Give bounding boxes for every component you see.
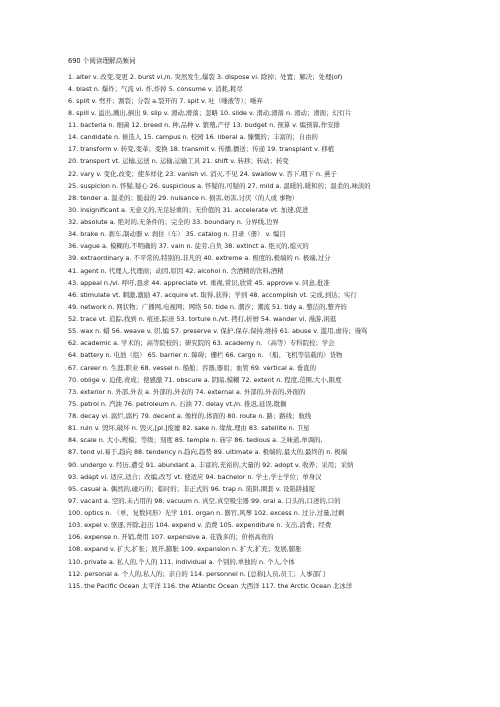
vocab-line: 93. adapt vi. 适应,适合；改编,改写 vt. 使适应 94. bachelor n. 学士,学士学位；单身汉 xyxy=(68,472,322,481)
vocab-line: 28. tender a. 温柔的；脆弱的 29. nuisance n. 损害,妨害,讨厌（的人或 事物） xyxy=(68,193,299,202)
vocab-line: 108. expand v. 扩大,扩张；展开,膨胀 109. expansion n. 扩大,扩充；发展,膨胀 xyxy=(68,545,302,554)
vocab-line: 36. vague a. 模糊的,不明确的 37. vain n. 徒劳,自负 38. extinct a. 绝灭的,熄灭的 xyxy=(68,242,309,251)
vocab-line: 55. wax n. 蜡 56. weave v. 织,编 57. preserve v. 保护,保存,保持,维持 61. abuse v. 滥用,虐待；谩骂 xyxy=(68,327,368,336)
vocab-line: 30. insignificant a. 无意义的,无足轻重的；无价值的 31. accelerate vt. 加速,促进 xyxy=(68,205,309,214)
vocab-line: 87. tend vi.易于,趋向 88. tendency n.趋向,趋势 89. ultimate a. 极端的,最大的,最终的 n. 极端 xyxy=(68,448,348,457)
vocab-line: 11. bacteria n. 细菌 12. breed n. 种,品种 v. 繁殖,产仔 13. budget n. 预算 v. 编预算,作安排 xyxy=(68,121,340,129)
vocab-line: 14. candidate n. 候选人 15. campus n. 校园 16. liberal a. 慷慨的；丰富的；自由的 xyxy=(68,133,318,142)
vocab-line: 97. vacant a. 空的,未占用的 98. vacuum n. 真空,真空吸尘器 99. oral a. 口头的,口述的,口的 xyxy=(68,496,341,505)
vocab-line: 32. absolute a. 绝对的,无条件的；完全的 33. boundary n. 分界线,边界 xyxy=(68,218,279,226)
vocab-line: 112. personal a. 个人的,私人的；亲自的 114. personnel n. [总称]人员,员工；人事部门 xyxy=(68,569,326,578)
vocab-line: 25. suspicion n. 怀疑,疑心 26. suspicious a. 怀疑的,可疑的 27. mild a. 温暖的,暖和的；温柔的,味淡的 xyxy=(68,181,371,190)
vocab-line: 75. petrol n. 汽油 76. petroleum n. 石油 77. delay vt./n. 推迟,延误,耽搁 xyxy=(68,399,287,408)
vocab-line: 64. battery n. 电池（组） 65. barrier n. 障碍；栅栏 66. cargo n. （船、飞机等装载的）货物 xyxy=(68,351,343,360)
vocab-line: 8. spill v. 溢出,溅出,倒出 9. slip v. 滑动,滑落；忽略 10. slide v. 滑动,滑落 n. 滑动；滑面；幻灯片 xyxy=(68,108,352,117)
vocab-line: 52. trace vt. 追踪,找到 n. 痕迹,踪迹 53. torture n./vt. 拷打,折磨 54. wander vi. 漫游,闲逛 xyxy=(68,315,337,323)
vocab-line: 43. appeal n./vi. 呼吁,恳求 44. appreciate vt. 重视,赏识,欣赏 45. approve v. 同意,批准 xyxy=(68,278,330,287)
vocab-line: 103. expel v. 驱逐,开除,赶出 104. expend v. 消费 105. expenditure n. 支出,消费；经费 xyxy=(68,521,332,530)
vocab-line: 22. vary v. 变化,改变；使多样化 23. vanish vi. 消灭,不见 24. swallow v. 吞下,咽下 n. 燕子 xyxy=(68,169,337,178)
vocab-line: 1. alter v. 改变,变更 2. burst vi./n. 突然发生,爆裂 3. dispose vi. 除掉；处置；解决；处理(of) xyxy=(68,72,343,81)
vocab-line: 100. optics n. （单、复数同形）光学 101. organ n. 器官,风琴 102. excess n. 过分,过量,过剩 xyxy=(68,509,345,517)
vocab-line: 81. ruin v. 毁坏,破坏 n. 毁灭,[pl.]废墟 82. sake n. 缘故,理由 83. satellite n. 卫星 xyxy=(68,424,310,433)
vocab-line: 49. network n. 网状物；广播网,电视网；网络 50. tide n. 潮汐；潮流 51. tidy a. 整洁的,整齐的 xyxy=(68,302,347,311)
vocab-line: 110. private a. 私人的,个人的 111. individual a. 个别的,单独的 n. 个人,个体 xyxy=(68,557,295,566)
vocab-line: 73. exterior n. 外部,外表 a. 外部的,外表的 74. external a. 外部的,外表的,外面的 xyxy=(68,387,306,396)
vocab-line: 115. the Pacific Ocean 太平洋 116. the Atlantic Ocean 大西洋 117. the Arctic Ocean 北冰洋 xyxy=(68,581,353,590)
vocab-line: 62. academic a. 学术的；高等院校的；研究院的 63. academy n. （高等）专科院校；学会 xyxy=(68,339,335,348)
vocab-line: 41. agent n. 代理人,代理商；动因,原因 42. alcohol n. 含酒精的饮料,酒精 xyxy=(68,266,284,275)
vocab-line: 17. transform v. 转变,变革；变换 18. transmit v. 传播,播送；传递 19. transplant v. 移植 xyxy=(68,145,335,154)
vocab-line: 46. stimulate vt. 刺激,激励 47. acquire vt. 取得,获得；学到 48. accomplish vt. 完成,到达；实行 xyxy=(68,290,357,299)
vocab-line: 106. expense n. 开销,费用 107. expensive a. 花钱多的；价格高贵的 xyxy=(68,533,274,542)
vocabulary-list xyxy=(68,71,488,592)
vocab-line: 4. blast n. 爆炸；气流 vi. 炸,炸掉 5. consume v. 消耗,耗尽 xyxy=(68,84,243,93)
vocab-line: 67. career n. 生涯,职业 68. vessel n. 船舶；容器,器皿；血管 69. vertical a. 垂直的 xyxy=(68,363,316,372)
vocab-line: 20. transport vt. 运输,运送 n. 运输,运输工具 21. shift v. 转移；转动；转变 xyxy=(68,157,289,166)
vocab-line: 34. brake n. 刹车,制动器 v. 刹住（车） 35. catalog n. 目录（册） v. 编目 xyxy=(68,230,286,239)
vocab-line: 90. undergo v. 经历,遭受 91. abundant a. 丰富的,充裕的,大量的 92. adopt v. 收养；采用；采纳 xyxy=(68,460,354,469)
vocab-line: 84. scale n. 大小,规模；等级；刻度 85. temple n. 庙宇 86. tedious a. 乏味道,单调的, xyxy=(68,436,323,445)
document-title: 690 个阅读理解高频词 xyxy=(68,57,136,65)
vocab-line: 95. casual a. 偶然的,碰巧的；临时的；非正式的 96. trap n. 陷阱,圈套 v. 设陷阱捕捉 xyxy=(68,484,315,493)
vocab-line: 39. extraordinary a. 不平常的,特别的,非凡的 40. extreme a. 极度的,极端的 n. 极端,过分 xyxy=(68,254,331,263)
vocab-line: 70. oblige v. 迫使,责成；使感激 71. obscure a. 阴暗,模糊 72. extent n. 程度,范围,大小,限度 xyxy=(68,375,342,384)
vocab-line: 6. split v. 劈开；割裂；分裂 a.裂开的 7. spit v. 吐（唾液等）；唾弃 xyxy=(68,96,263,105)
vocab-line: 78. decay vi. 腐烂,腐朽 79. decent a. 像样的,体面的 80. route n. 路；路线；航线 xyxy=(68,412,312,420)
